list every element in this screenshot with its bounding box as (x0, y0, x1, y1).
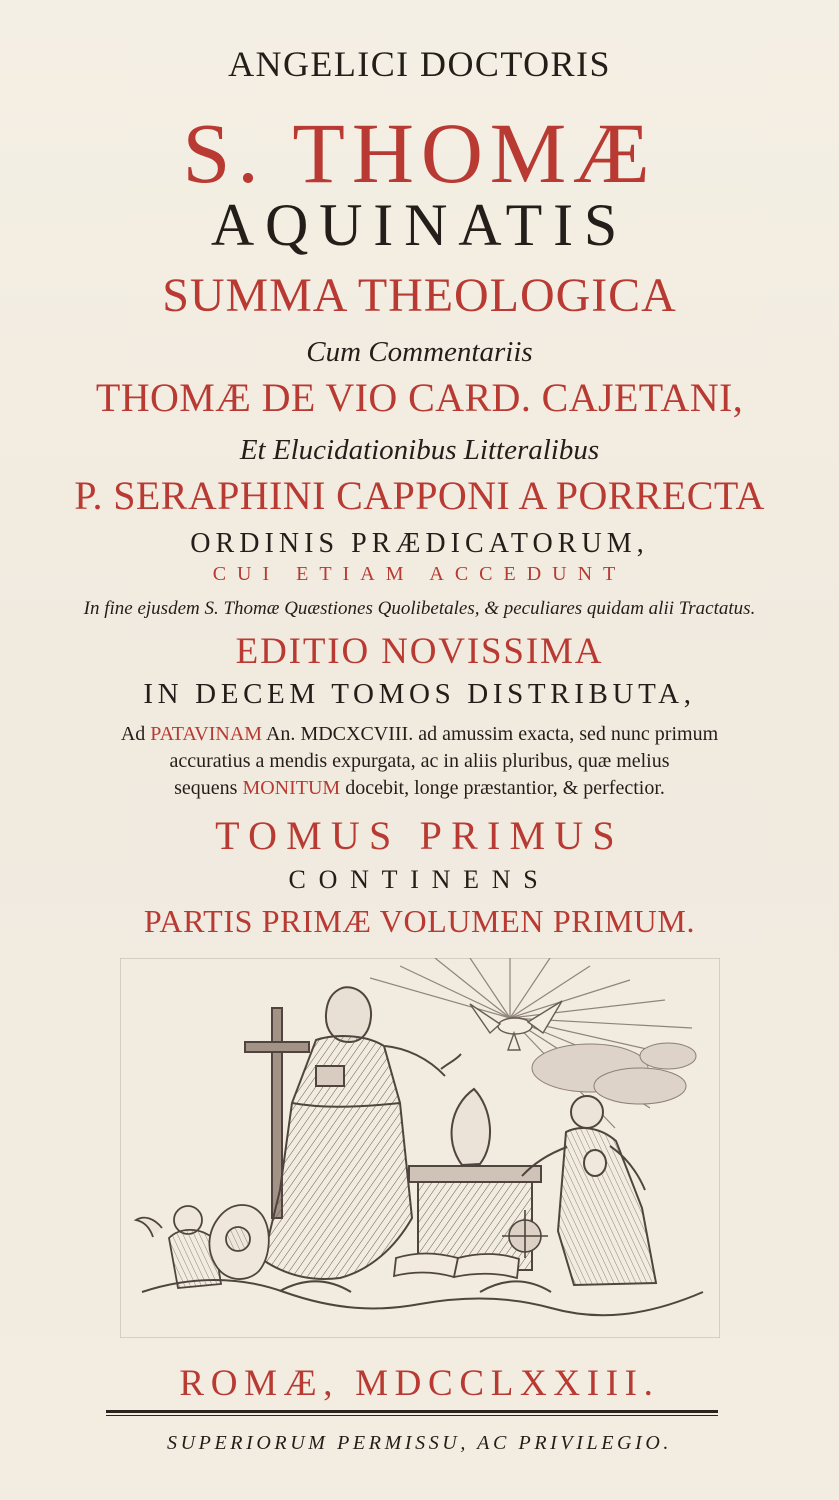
engraving-illustration (120, 958, 720, 1338)
edition-note-anno: An. (265, 723, 296, 745)
imprint-rule (106, 1410, 718, 1416)
volume-distribution-line: IN DECEM TOMOS DISTRIBUTA, (143, 678, 696, 710)
edition-note-monitum: MONITUM (242, 777, 341, 799)
edition-note-line-3 (0, 776, 839, 800)
quolibetal-line: In fine ejusdem S. Thomæ Quæstiones Quolibetales, & peculiares quidam alii Tractatus. (83, 598, 756, 619)
order-line: ORDINIS PRÆDICATORUM, (190, 528, 649, 559)
edition-note-final: docebit, longe præstantior, & perfectior. (345, 777, 665, 799)
edition-note-line-1 (0, 722, 839, 746)
edition-line: EDITIO NOVISSIMA (235, 631, 604, 672)
edition-note-sequens: sequens (174, 777, 238, 799)
continens-line: CONTINENS (288, 865, 551, 894)
saint-name-line: S. THOMÆ (182, 105, 657, 201)
part-volume-line: PARTIS PRIMÆ VOLUMEN PRIMUM. (143, 903, 696, 939)
clouds (532, 1043, 696, 1104)
open-book (394, 1254, 519, 1279)
commentary-intro-line: Cum Commentariis (306, 336, 533, 368)
edition-note-rest: ad amussim exacta, sed nunc primum (418, 723, 719, 745)
edition-note-ad: Ad (120, 723, 146, 745)
aquinatis-line: AQUINATIS (210, 192, 629, 258)
accedunt-line: CUI ETIAM ACCEDUNT (212, 563, 627, 585)
work-title-line: SUMMA THEOLOGICA (162, 269, 677, 322)
arms-shield (209, 1205, 268, 1279)
title-engraving (120, 958, 720, 1338)
tome-line: TOMUS PRIMUS (215, 813, 624, 858)
edition-note-line-2: accuratius a mendis expurgata, ac in aliis pluribus, quæ melius (169, 750, 670, 772)
edition-note-patavinam: PATAVINAM (150, 723, 263, 745)
edition-note-year: MDCXCVIII. (300, 723, 414, 745)
imprint-line: ROMÆ, MDCCLXXIII. (179, 1363, 660, 1404)
kneeling-figure (522, 1096, 656, 1285)
privilege-line: SUPERIORUM PERMISSU, AC PRIVILEGIO. (167, 1432, 672, 1454)
capponi-line: P. SERAPHINI CAPPONI A PORRECTA (74, 473, 765, 518)
ornamental-base (142, 1280, 703, 1315)
author-title-line: ANGELICI DOCTORIS (228, 44, 611, 84)
elucidations-line: Et Elucidationibus Litteralibus (239, 434, 600, 466)
cajetan-line: THOMÆ DE VIO CARD. CAJETANI, (95, 375, 744, 420)
